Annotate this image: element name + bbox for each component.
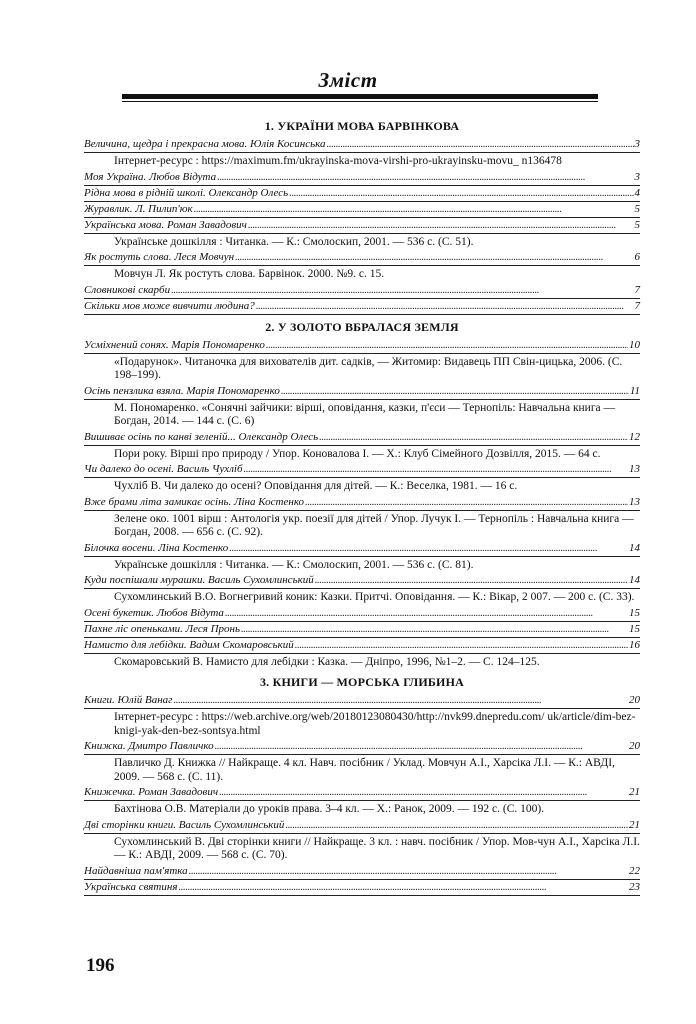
toc-entry-page: 13: [629, 463, 640, 475]
source-note: Сухомлинський В. Дві сторінки книги // Найкраще. 3 кл. : навч. посібник / Упор. Мов-чун А.І., Харсіка Л.І. — К.: АВДІ, 2009. — 568 с. (С. 70).: [114, 835, 640, 861]
toc-entry-title: Рідна мова в рідній школі. Олександр Олесь: [84, 186, 289, 199]
dot-leader: [295, 639, 628, 652]
toc-entry-title: Намисто для лебідки. Вадим Скомаровський: [84, 638, 294, 651]
toc-entry-title: Усміхнений сонях. Марія Пономаренко: [84, 338, 265, 351]
toc-entry-title: Українська мова. Роман Завадович: [84, 218, 247, 231]
dot-leader: [178, 881, 628, 894]
source-note: «Подарунок». Читаночка для вихователів дит. садків, — Житомир: Видавець ПП Свін-цицька, 2006. (С. 198–199).: [114, 355, 623, 381]
dot-leader: [281, 385, 629, 398]
toc-entry: [84, 606, 640, 622]
toc-entry-page: 23: [629, 880, 640, 893]
toc-entry-page: 10: [629, 338, 640, 351]
dot-leader: [241, 623, 628, 636]
toc-entry-title: Найдавніша пам'ятка: [84, 864, 188, 877]
toc-entry-page: 5: [634, 202, 640, 215]
toc-entry-title: Книжка. Дмитро Павличко: [84, 740, 214, 752]
section-heading: 1. УКРАЇНИ МОВА БАРВІНКОВА: [264, 119, 460, 133]
page-title: Зміст: [318, 68, 378, 92]
toc-entry: [84, 739, 640, 755]
toc-entry-title: Осені букетик. Любов Відута: [84, 606, 224, 619]
source-note: Інтернет-ресурс : https://web.archive.org/web/20180123080430/http://nvk99.dnepredu.com/ uk/article/dim-bez-knigi-yak-den-bez-sontsya.html: [114, 711, 636, 737]
toc-entry-page: 14: [629, 574, 640, 586]
toc-entry-page: 4: [634, 186, 640, 199]
toc-entry: [84, 202, 640, 218]
toc-entry-title: Моя Україна. Любов Відута: [84, 170, 217, 183]
toc-entry: [84, 338, 640, 354]
dot-leader: [266, 339, 628, 352]
toc-entry: [84, 638, 640, 654]
toc-entry-title: Скільки мов може вивчити людина?: [84, 299, 255, 312]
dot-leader: [215, 740, 628, 753]
dot-leader: [248, 219, 634, 232]
toc-entry: [84, 384, 640, 400]
toc-entry-page: 20: [629, 740, 640, 752]
toc-entry-page: 21: [629, 818, 640, 831]
toc-entry: [84, 622, 640, 638]
toc-entry-title: Чи далеко до осені. Василь Чухліб: [84, 463, 243, 475]
toc-entry-title: Як ростуть слова. Леся Мовчун: [84, 251, 235, 263]
toc-entry-page: 13: [629, 495, 640, 508]
dot-leader: [315, 574, 628, 587]
toc-entry-page: 14: [629, 541, 640, 554]
toc-entry: [84, 430, 640, 446]
dot-leader: [194, 203, 634, 216]
toc-entry: [84, 170, 640, 186]
toc-entry-page: 7: [634, 283, 640, 296]
dot-leader: [327, 138, 634, 151]
toc-entry: [84, 693, 640, 709]
toc-entry-title: Дві сторінки книги. Василь Сухомлинський: [84, 818, 285, 831]
dot-leader: [189, 865, 628, 878]
dot-leader: [171, 284, 633, 297]
source-note: Українське дошкілля : Читанка. — К.: Смолоскип, 2001. — 536 с. (С. 81).: [114, 558, 474, 571]
source-note: Інтернет-ресурс : https://maximum.fm/ukrayinska-mova-virshi-pro-ukrayinsku-movu_ n136478: [114, 155, 562, 167]
section-heading: 2. У ЗОЛОТО ВБРАЛАСЯ ЗЕМЛЯ: [265, 319, 459, 334]
toc-entry-title: Книги. Юлій Ванаг: [84, 694, 173, 706]
toc-entry: [84, 250, 640, 266]
source-note: М. Пономаренко. «Сонячні зайчики: вірші, оповідання, казки, п'єси — Тернопіль: Навчальна книга — Богдан, 2014. — 144 с. (С. 6): [114, 401, 616, 427]
toc-entry-title: Пахне ліс опеньками. Леся Пронь: [84, 622, 240, 635]
toc-entry-title: Осінь пензлика взяла. Марія Пономаренко: [84, 384, 280, 397]
toc-entry: [84, 785, 640, 801]
source-note: Зелене око. 1001 вірш : Антологія укр. поезії для дітей / Упор. Лучук І. — Тернопіль : Навчальна книга — Богдан, 2008. — 656 с. (С. 92).: [114, 512, 634, 538]
toc-entry: [84, 283, 640, 299]
toc-entry-title: Білочка восени. Ліна Костенко: [84, 541, 229, 554]
toc-entry-page: 15: [629, 622, 640, 635]
toc-entry-title: Куди поспішали мурашки. Василь Сухомлинський: [84, 574, 314, 586]
source-note: Українське дошкілля : Читанка. — К.: Смолоскип, 2001. — 536 с. (С. 51).: [114, 235, 474, 248]
toc-entry-page: 7: [634, 299, 640, 312]
source-note: Мовчун Л. Як ростуть слова. Барвінок. 2000. №9. с. 15.: [114, 268, 385, 280]
toc-entry-page: 6: [634, 251, 640, 263]
dot-leader: [173, 694, 628, 707]
toc-entry: [84, 137, 640, 153]
toc-entry-page: 3: [634, 138, 640, 150]
toc-entry: [84, 541, 640, 557]
toc-entry: [84, 880, 640, 896]
toc-entry-page: 15: [629, 606, 640, 619]
dot-leader: [305, 496, 628, 509]
toc-entry-page: 20: [629, 694, 640, 706]
dot-leader: [244, 463, 628, 476]
toc-entry-title: Вишиває осінь по канві зеленій... Олександр Олесь: [84, 430, 319, 443]
dot-leader: [285, 819, 628, 832]
toc-entry-title: Журавлик. Л. Пилип'юк: [84, 202, 193, 215]
toc-entry-page: 16: [629, 638, 640, 651]
source-note: Бахтінова О.В. Матеріали до уроків права. 3–4 кл. — Х.: Ранок, 2009. — 192 с. (С. 100).: [114, 803, 545, 815]
toc-entry: [84, 818, 640, 834]
toc-entry: [84, 495, 640, 511]
dot-leader: [289, 187, 633, 200]
title-rule: [122, 94, 598, 99]
toc-entry: [84, 462, 640, 478]
toc-entry-page: 11: [629, 384, 640, 397]
dot-leader: [217, 171, 633, 184]
toc-entry: [84, 218, 640, 234]
dot-leader: [219, 786, 628, 799]
dot-leader: [256, 300, 634, 313]
toc-entry: [84, 186, 640, 202]
dot-leader: [229, 542, 628, 555]
source-note: Чухліб В. Чи далеко до осені? Оповідання для дітей. — К.: Веселка, 1981. — 16 с.: [114, 480, 518, 492]
toc-entry-page: 3: [634, 170, 640, 183]
toc-entry: [84, 573, 640, 589]
toc-entry-page: 5: [634, 218, 640, 231]
toc-entry-title: Книжечка. Роман Завадович: [84, 786, 219, 798]
source-note: Павличко Д. Книжка // Найкраще. 4 кл. Навч. посібник / Уклад. Мовчун А.І., Харсіка Л.І. — К.: АВДІ, 2009. — 568 с. (С. 11).: [114, 757, 615, 783]
toc-entry-title: Українська святиня: [84, 880, 178, 893]
toc-entry-title: Словникові скарби: [84, 283, 171, 296]
toc-entry: [84, 864, 640, 880]
toc-entry-title: Величина, щедра і прекрасна мова. Юлія Косинська: [84, 138, 326, 150]
source-note: Пори року. Вірші про природу / Упор. Коновалова І. — Х.: Клуб Сімейного Дозвілля, 2015. — 64 с.: [114, 447, 601, 460]
toc-entry-page: 21: [629, 786, 640, 798]
dot-leader: [225, 607, 628, 620]
toc-entry-page: 12: [629, 430, 640, 443]
toc-entry-page: 22: [629, 864, 640, 877]
table-of-contents: [84, 120, 640, 896]
source-note: Скомаровський В. Намисто для лебідки : Казка. — Дніпро, 1996, №1–2. — С. 124–125.: [114, 655, 540, 668]
source-note: Сухомлинський В.О. Вогнегривий коник: Казки. Притчі. Оповідання. — К.: Вікар, 2 007. — 200 с. (С. 33).: [114, 591, 635, 603]
toc-entry: [84, 299, 640, 315]
page-number: 196: [86, 955, 115, 976]
section-heading: 3. КНИГИ — МОРСЬКА ГЛИБИНА: [259, 675, 464, 689]
dot-leader: [319, 431, 628, 444]
toc-entry-title: Вже брами літа замикає осінь. Ліна Костенко: [84, 495, 305, 508]
dot-leader: [235, 251, 633, 264]
title-rule-thin: [122, 101, 598, 102]
